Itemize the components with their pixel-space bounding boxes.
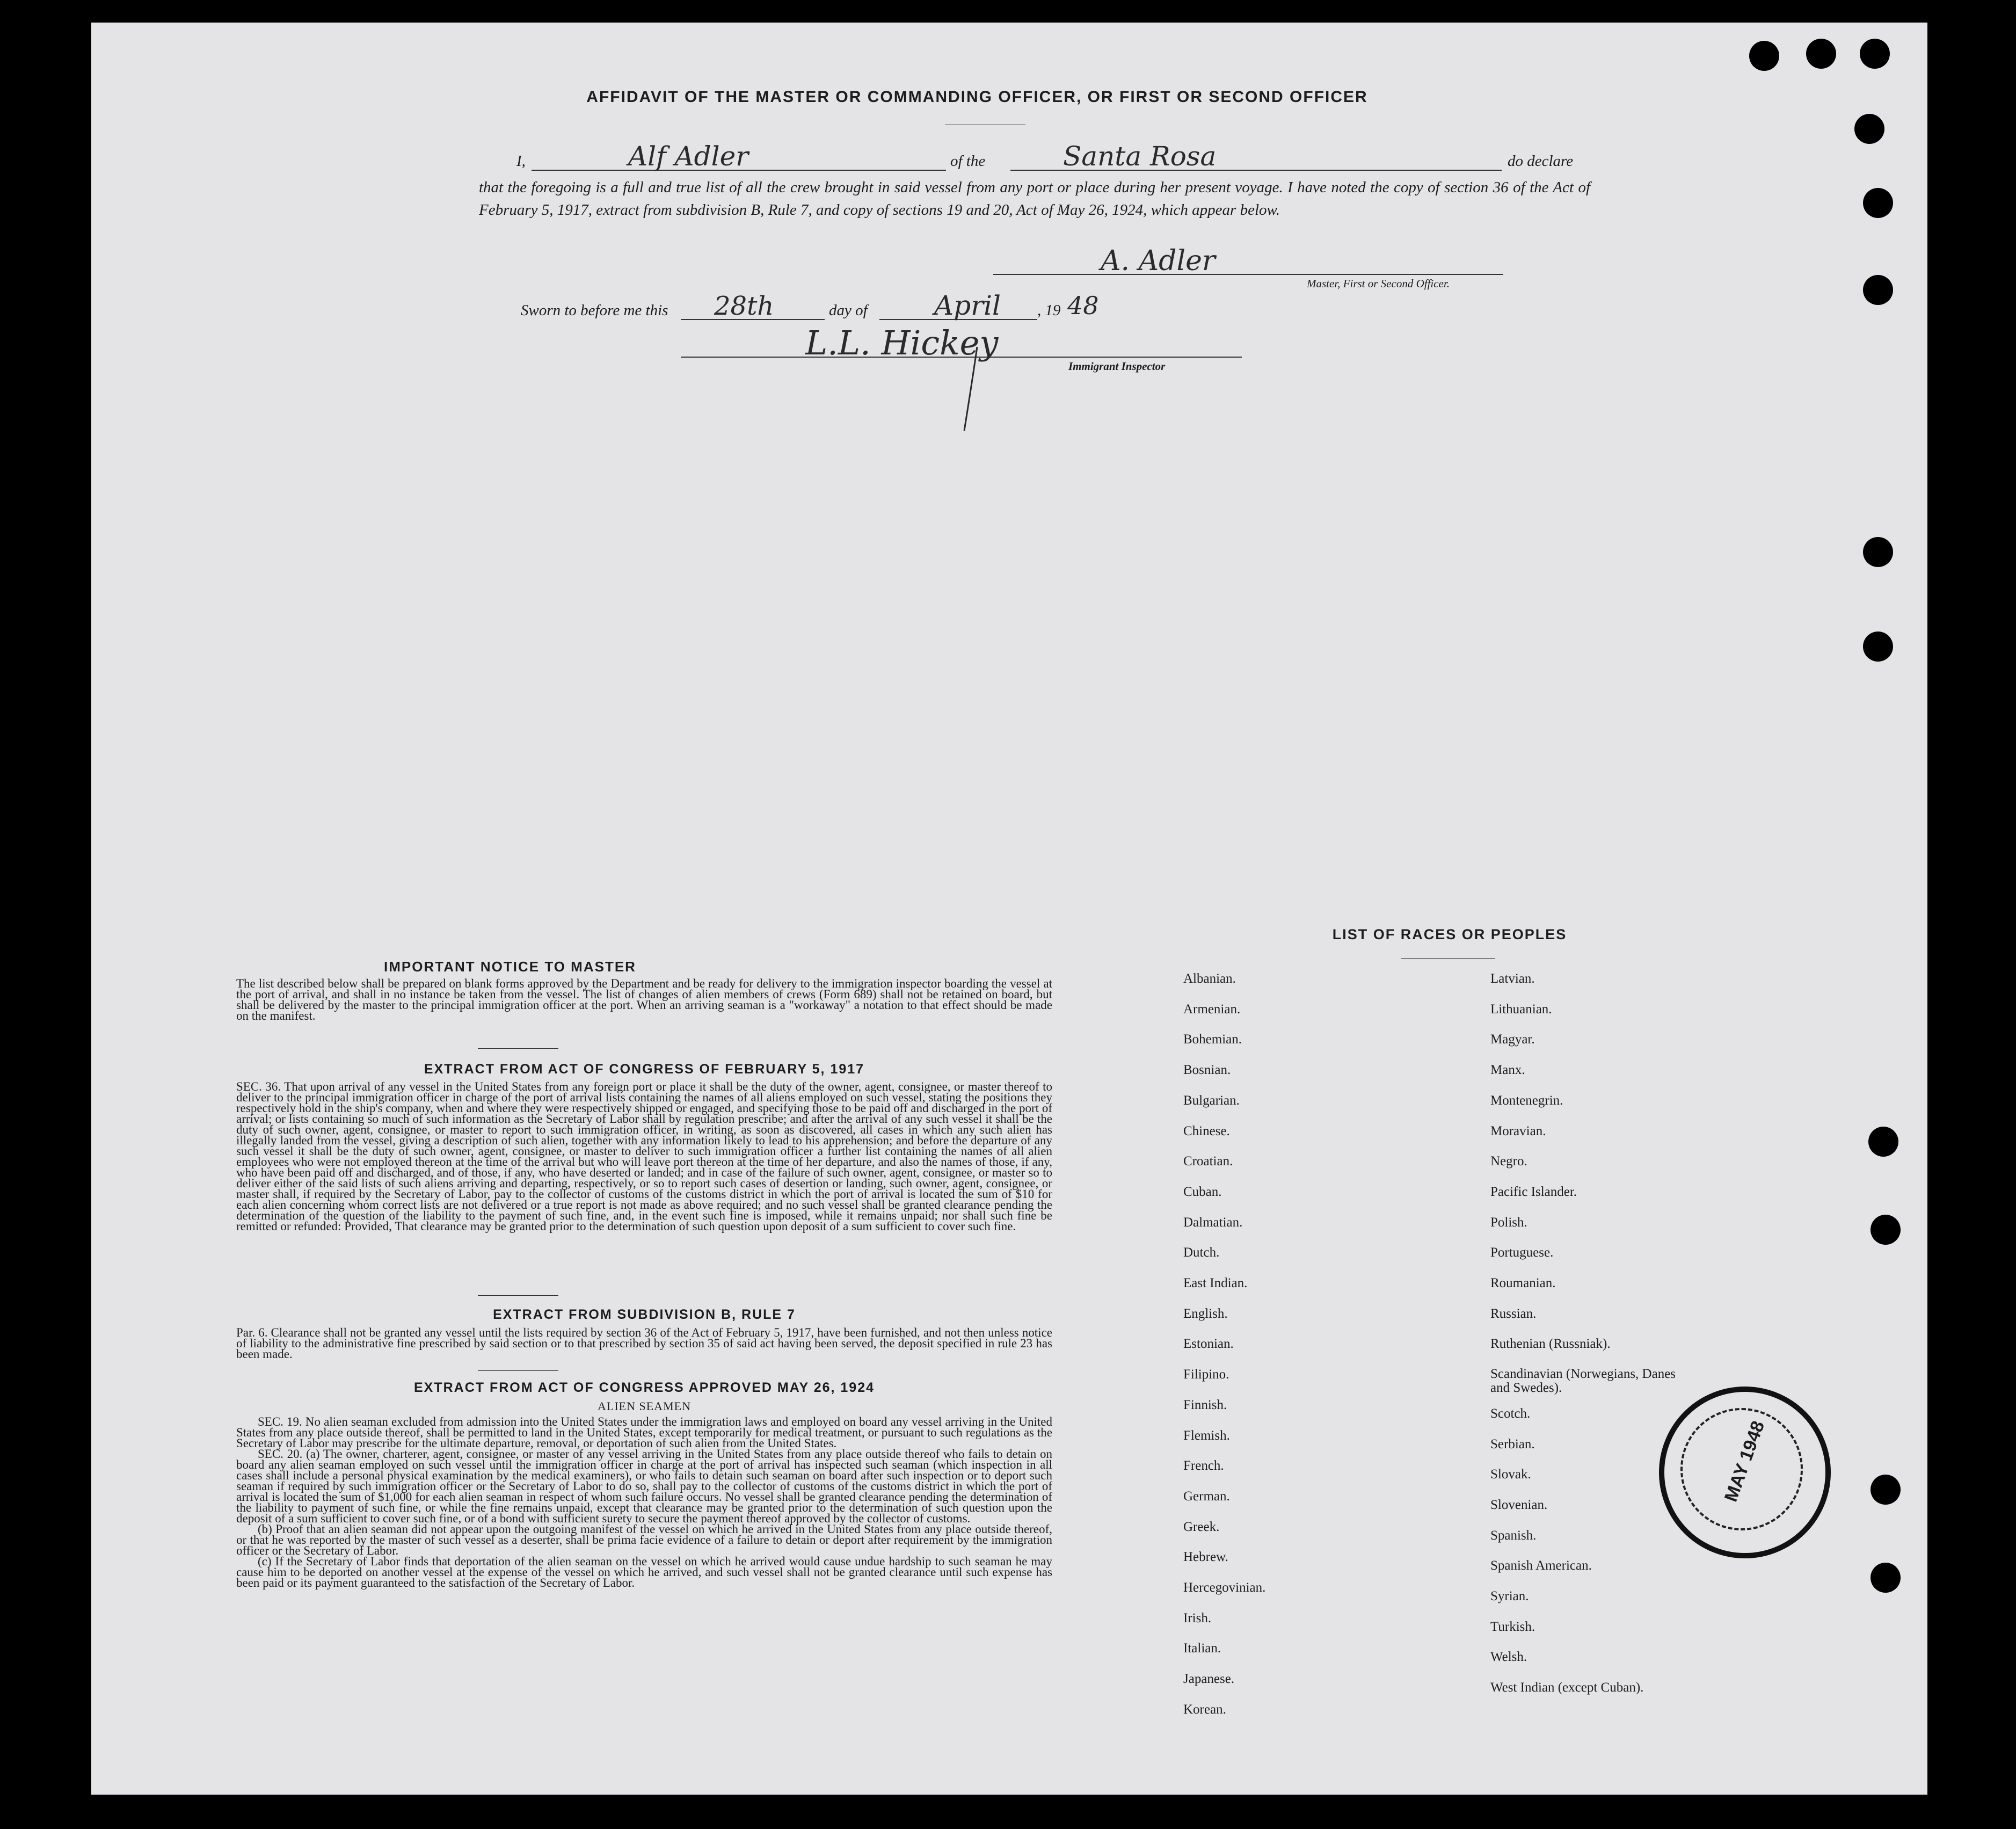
binder-hole <box>1871 1563 1901 1593</box>
binder-hole <box>1863 632 1893 662</box>
binder-hole <box>1749 41 1779 71</box>
stamp-text: MAY 1948 <box>1720 1418 1769 1505</box>
race-item: Welsh. <box>1490 1650 1527 1665</box>
race-item: Manx. <box>1490 1063 1525 1078</box>
race-item: Italian. <box>1183 1641 1221 1656</box>
race-item: Slovenian. <box>1490 1497 1548 1512</box>
race-item: English. <box>1183 1306 1228 1321</box>
master-name-handwritten: Alf Adler <box>628 141 749 172</box>
race-item: Albanian. <box>1183 971 1236 986</box>
race-item: Armenian. <box>1183 1001 1241 1017</box>
race-item: Dalmatian. <box>1183 1215 1243 1230</box>
race-item: French. <box>1183 1458 1224 1474</box>
binder-hole <box>1871 1215 1901 1245</box>
race-item: Cuban. <box>1183 1184 1222 1199</box>
inspector-signature: L.L. Hickey <box>805 323 999 362</box>
race-item: Dutch. <box>1183 1245 1220 1260</box>
vessel-name-handwritten: Santa Rosa <box>1063 141 1217 172</box>
race-item: Scandinavian (Norwegians, Danes and Swedes). <box>1490 1367 1676 1396</box>
race-item: Negro. <box>1490 1154 1527 1169</box>
sec20c-text: (c) If the Secretary of Labor finds that deportation of the alien seaman on the vessel on which he arrived would cause undue hardship to such seaman he may cause him to be deported on another vessel at the expense of the vessel on which he arrived, and such vessel shall not be granted clearance until such expense has been paid or its payment guaranteed to the satisfaction of the Secretary of Labor. <box>236 1555 1052 1590</box>
race-item: German. <box>1183 1489 1230 1504</box>
race-item: Moravian. <box>1490 1123 1546 1138</box>
race-item: Spanish American. <box>1490 1558 1592 1573</box>
race-item: Flemish. <box>1183 1428 1230 1443</box>
race-item: Montenegrin. <box>1490 1093 1563 1108</box>
extract-1924-subtitle: ALIEN SEAMEN <box>598 1399 691 1413</box>
do-declare-label: do declare <box>1508 153 1574 170</box>
divider <box>1401 958 1495 959</box>
race-item: Latvian. <box>1490 971 1535 986</box>
binder-hole <box>1863 537 1893 567</box>
date-stamp <box>1659 1387 1831 1558</box>
race-item: Polish. <box>1490 1215 1527 1230</box>
divider <box>478 1370 558 1371</box>
race-item: Portuguese. <box>1490 1245 1554 1260</box>
extract-1917-title: EXTRACT FROM ACT OF CONGRESS OF FEBRUARY 5, 1917 <box>424 1062 865 1077</box>
race-item: Hercegovinian. <box>1183 1580 1266 1595</box>
race-item: Croatian. <box>1183 1154 1233 1169</box>
notice-text: The list described below shall be prepared on blank forms approved by the Department and be ready for delivery to the immigration inspector boarding the vessel at the port of arrival, and shall in no instance be taken from the vessel. The list of changes of alien members of crews (Form 689) shall not be retained on board, but shall be delivered by the master to the principal immigration officer at the port. When an arriving seaman is a "workaway" a notation to that effect should be made on the manifest. <box>236 977 1052 1022</box>
race-item: Syrian. <box>1490 1589 1529 1603</box>
race-item: Bohemian. <box>1183 1032 1242 1047</box>
extract-1924-title: EXTRACT FROM ACT OF CONGRESS APPROVED MAY 26, 1924 <box>413 1380 875 1395</box>
race-item: East Indian. <box>1183 1276 1248 1290</box>
month-handwritten: April <box>934 290 1001 321</box>
signature-stroke <box>961 345 982 436</box>
race-item: Scotch. <box>1490 1406 1531 1421</box>
race-item: Roumanian. <box>1490 1276 1556 1290</box>
affidavit-body: that the foregoing is a full and true list of all the crew brought in said vessel from any port or place during her present voyage. I have noted the copy of section 36 of the Act of February 5, 1917, extract from subdivision B, Rule 7, and copy of sections 19 and 20, Act of May 26, 1924, which appear below. <box>479 179 1590 219</box>
race-item: Finnish. <box>1183 1397 1227 1412</box>
binder-hole <box>1868 1127 1898 1157</box>
race-item: Turkish. <box>1490 1619 1535 1634</box>
binder-hole <box>1871 1475 1901 1505</box>
binder-hole <box>1863 188 1893 218</box>
master-signature-line <box>993 274 1503 275</box>
sworn-label: Sworn to before me this <box>521 302 668 319</box>
master-caption: Master, First or Second Officer. <box>1307 277 1450 290</box>
race-item: Bosnian. <box>1183 1063 1231 1078</box>
race-item: Serbian. <box>1490 1436 1535 1451</box>
divider <box>478 1295 558 1296</box>
race-item: Chinese. <box>1183 1123 1230 1138</box>
sec20b-text: (b) Proof that an alien seaman did not appear upon the outgoing manifest of the vessel on which he arrived in the United States from any place outside thereof, or that he was reported by the master of such vessel as a deserter, shall be prima facie evidence of a failure to detain or deport after requirement by the immigration officer or the Secretary of Labor. <box>236 1522 1052 1557</box>
race-item: Lithuanian. <box>1490 1001 1552 1017</box>
binder-hole <box>1854 114 1884 144</box>
divider <box>478 1048 558 1049</box>
inspector-caption: Immigrant Inspector <box>1068 360 1166 373</box>
race-item: Japanese. <box>1183 1672 1235 1687</box>
form-sheet <box>91 23 1927 1795</box>
notice-title: IMPORTANT NOTICE TO MASTER <box>384 959 636 975</box>
binder-hole <box>1863 275 1893 305</box>
extract-1917-text: SEC. 36. That upon arrival of any vessel in the United States from any foreign port or place it shall be the duty of the owner, agent, consignee, or master thereof to deliver to the principal immigration officer in charge of the port of arrival lists containing the names of all aliens employed on such vessel, stating the positions they respectively hold in the ship's company, when and where they were respectively shipped or engaged, and specifying those to be paid off and discharged in the port of arrival; or lists containing so much of such information as the Secretary of Labor shall by regulation prescribe; and after the arrival of any such vessel it shall be the duty of such owner, agent, consignee, or master to report to such immigration officer, in writing, as soon as discovered, all cases in which any such alien has illegally landed from the vessel, giving a description of such alien, together with any information likely to lead to his apprehension; and before the departure of any such vessel it shall be the duty of such owner, agent, consignee, or master to deliver to such immigration officer a further list containing the names of all alien employees who were not employed thereon at the time of the arrival but who will leave port thereon at the time of her departure, and also the names of those, if any, who have been paid off and discharged, and of those, if any, who have deserted or landed; and in case of the failure of such owner, agent, consignee, or master so to deliver either of the said lists of such aliens arriving and departing, respectively, or so to report such cases of desertion or landing, such owner, agent, consignee, or master shall, if required by the Secretary of Labor, pay to the collector of customs of the customs district in which the port of arrival is located the sum of $10 for each alien concerning whom correct lists are not delivered or a true report is not made as above required; and no such vessel shall be granted clearance pending the determination of the question of the liability to the payment of such fine, and, in the event such fine is imposed, while it remains unpaid; nor shall such fine be remitted or refunded: Provided, That clearance may be granted prior to the determination of such question upon deposit of a sum sufficient to cover such fine. <box>236 1080 1052 1233</box>
of-the-label: of the <box>950 153 986 170</box>
race-item: Korean. <box>1183 1702 1226 1717</box>
race-item: Russian. <box>1490 1306 1537 1321</box>
race-item: Pacific Islander. <box>1490 1184 1577 1199</box>
day-of-label: day of <box>829 302 868 319</box>
sec20a-text: SEC. 20. (a) The owner, charterer, agent, consignee, or master of any vessel arriving in the United States from any place outside thereof who fails to detain on board any alien seaman employed on such vessel until the immigration officer in charge at the port of arrival has inspected such seaman (which inspection in all cases shall include a personal physical examination by the medical examiners), or who fails to detain such seaman on board after such inspection or to deport such seaman if required by such immigration officer or the Secretary of Labor to do so, shall pay to the collector of customs of the customs district in which the port of arrival is located the sum of $1,000 for each alien seaman in respect of whom such failure occurs. No vessel shall be granted clearance pending the determination of the liability to payment of such fine, or while the fine remains unpaid, except that clearance may be granted prior to the determination of such question upon the deposit of a sum sufficient to cover such fine, or of a bond with sufficient surety to secure the payment thereof approved by the collector of customs. <box>236 1447 1052 1525</box>
binder-hole <box>1806 39 1836 69</box>
race-item: Filipino. <box>1183 1367 1229 1382</box>
race-item: Irish. <box>1183 1610 1212 1625</box>
binder-hole <box>1860 39 1890 69</box>
sec19-text: SEC. 19. No alien seaman excluded from admission into the United States under the immigration laws and employed on board any vessel arriving in the United States from any place outside thereof, shall be permitted to land in the United States, except temporarily for medical treatment, or pursuant to such regulations as the Secretary of Labor may prescribe for the ultimate departure, removal, or deportation of such alien from the United States. <box>236 1415 1052 1450</box>
year-handwritten: 48 <box>1067 291 1099 320</box>
race-item: Spanish. <box>1490 1528 1537 1543</box>
race-item: Hebrew. <box>1183 1550 1228 1565</box>
races-title: LIST OF RACES OR PEOPLES <box>1332 926 1567 942</box>
race-item: Estonian. <box>1183 1337 1234 1352</box>
year-prefix: , 19 <box>1037 302 1061 319</box>
affidavit-title: AFFIDAVIT OF THE MASTER OR COMMANDING OFFICER, OR FIRST OR SECOND OFFICER <box>586 88 1368 106</box>
extract-rule7-text: Par. 6. Clearance shall not be granted any vessel until the lists required by section 36 of the Act of February 5, 1917, have been furnished, and not then unless notice of liability to the administrative fine prescribed by said section or to that prescribed by section 35 of said act having been served, the deposit specified in rule 23 has been made. <box>236 1326 1052 1361</box>
race-item: Bulgarian. <box>1183 1093 1240 1108</box>
race-item: Slovak. <box>1490 1467 1531 1482</box>
day-handwritten: 28th <box>714 291 774 321</box>
race-item: Greek. <box>1183 1519 1220 1534</box>
race-item: West Indian (except Cuban). <box>1490 1680 1644 1695</box>
race-item: Ruthenian (Russniak). <box>1490 1337 1611 1352</box>
race-item: Magyar. <box>1490 1032 1535 1047</box>
i-label: I, <box>516 153 526 170</box>
extract-rule7-title: EXTRACT FROM SUBDIVISION B, RULE 7 <box>493 1307 796 1322</box>
master-signature: A. Adler <box>1101 245 1216 277</box>
